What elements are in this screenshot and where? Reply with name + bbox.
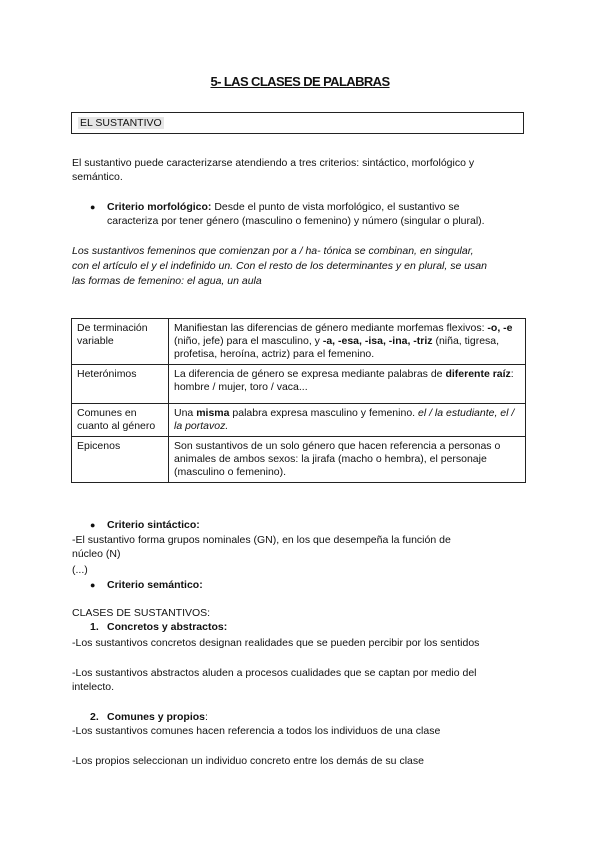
criterio-morfologico	[107, 200, 512, 228]
section-header-box	[71, 112, 524, 134]
italic-note: Los sustantivos femeninos que comienzan por a / ha- tónica se combinan, en singular, con el artículo el y el indefinido un. Con el resto de los determinantes y en plural, se usan las formas de femenino: el agua, un aula	[72, 245, 487, 287]
clase-2-text-1: -Los sustantivos comunes hacen referencia a todos los individuos de una clase	[72, 725, 441, 737]
table-cell-desc: Una misma palabra expresa masculino y femenino. el / la estudiante, el / la portavoz.	[169, 404, 526, 437]
table-cell-desc: Manifiestan las diferencias de género mediante morfemas flexivos: -o, -e (niño, jefe) para el masculino, y -a, -esa, -isa, -ina, -triz (niña, tigresa, profetisa, heroína, actriz) para el femenino.	[169, 319, 526, 365]
table-row	[72, 319, 526, 365]
ellipsis-text: (...)	[72, 564, 88, 576]
criterio-morfologico-text: Desde el punto de vista morfológico, el sustantivo se caracteriza por tener género (masculino o femenino) y número (singular o plural).	[107, 201, 485, 227]
criterio-sintactico-label: Criterio sintáctico:	[107, 519, 200, 531]
bullet-icon: ●	[90, 520, 96, 530]
page-title: 5- LAS CLASES DE PALABRAS	[210, 74, 390, 89]
table-cell-term: De terminación variable	[72, 319, 169, 365]
criterio-morfologico-label: Criterio morfológico:	[107, 201, 212, 213]
gender-table	[71, 318, 526, 483]
clase-1-text-2: -Los sustantivos abstractos aluden a procesos cualidades que se captan por medio del intelecto.	[72, 667, 477, 693]
table-row	[72, 404, 526, 437]
bullet-icon: ●	[90, 580, 96, 590]
bullet-icon: ●	[90, 202, 96, 212]
intro-paragraph: El sustantivo puede caracterizarse atendiendo a tres criterios: sintáctico, morfológico y semántico.	[72, 157, 475, 183]
table-cell-desc: La diferencia de género se expresa mediante palabras de diferente raíz: hombre / mujer, toro / vaca...	[169, 365, 526, 404]
table-cell-desc: Son sustantivos de un solo género que hacen referencia a personas o animales de ambos sexos: la jirafa (macho o hembra), el personaje (masculino o femenino).	[169, 437, 526, 483]
list-number: 2.	[90, 711, 99, 723]
clase-2-label: Comunes y propios:	[107, 711, 208, 723]
list-number: 1.	[90, 621, 99, 633]
section-label: EL SUSTANTIVO	[80, 117, 162, 129]
table-cell-term: Comunes en cuanto al género	[72, 404, 169, 437]
clases-heading: CLASES DE SUSTANTIVOS:	[72, 607, 211, 619]
table-row	[72, 437, 526, 483]
table-cell-term: Heterónimos	[72, 365, 169, 404]
clase-2-text-2: -Los propios seleccionan un individuo concreto entre los demás de su clase	[72, 755, 424, 767]
clase-1-label: Concretos y abstractos:	[107, 621, 228, 633]
table-row	[72, 365, 526, 404]
criterio-semantico-label: Criterio semántico:	[107, 579, 203, 591]
table-cell-term: Epicenos	[72, 437, 169, 483]
criterio-sintactico-text: -El sustantivo forma grupos nominales (GN), en los que desempeña la función de núcleo (N)	[72, 534, 451, 560]
clase-1-text-1: -Los sustantivos concretos designan realidades que se pueden percibir por los sentidos	[72, 637, 480, 649]
